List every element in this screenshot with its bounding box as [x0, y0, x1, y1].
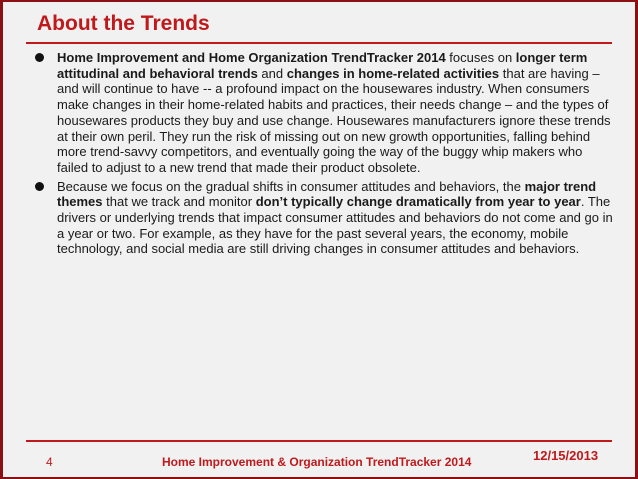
bullet-item	[35, 50, 615, 176]
frame-left-border	[0, 0, 3, 479]
bullet-text-run: . The drivers or underlying trends that impact consumer attitudes and behaviors do not come and go in a year or two. For example, as they have for the past several years, the economy, mobile technology, and social media are still driving changes in consumer attitudes and behaviors.	[57, 194, 613, 257]
bullet-text-run: that we track and monitor	[102, 194, 256, 210]
bullet-list	[35, 50, 615, 260]
frame-top-border	[0, 0, 638, 2]
bullet-item	[35, 179, 615, 258]
footer-date: 12/15/2013	[533, 448, 599, 463]
slide-title: About the Trends	[37, 12, 210, 35]
title-divider	[26, 42, 612, 44]
bullet-text-run: that are having – and will continue to have -- a profound impact on the housewares industry. When consumers make changes in their home-related habits and practices, their needs change – and the types of housewares products they buy and use change. Housewares manufacturers ignore these trends at their own peril. They run the risk of missing out on new growth opportunities, falling behind more trend-savvy competitors, and eventually going the way of the buggy whip makers who failed to adjust to a new trend that made their product obsolete.	[57, 65, 611, 175]
bullet-text-run: longer term attitudinal and behavioral trends	[57, 50, 588, 81]
bullet-dot-icon	[35, 182, 44, 191]
page-number: 4	[46, 455, 53, 469]
footer-title: Home Improvement & Organization TrendTracker 2014	[162, 455, 472, 469]
bullet-dot-icon	[35, 53, 44, 62]
bullet-text-run: don’t typically change dramatically from year to year	[255, 194, 581, 210]
bullet-text-run: changes in home-related activities	[286, 65, 500, 81]
footer-divider	[26, 440, 612, 442]
bullet-text-run: focuses on	[445, 50, 516, 65]
bullet-text-run: Because we focus on the gradual shifts in consumer attitudes and behaviors, the	[57, 178, 525, 194]
bullet-text-run: and	[257, 65, 287, 81]
bullet-text-run: major trend themes	[57, 178, 597, 210]
bullet-text-run: Home Improvement and Home Organization TrendTracker 2014	[57, 50, 446, 65]
